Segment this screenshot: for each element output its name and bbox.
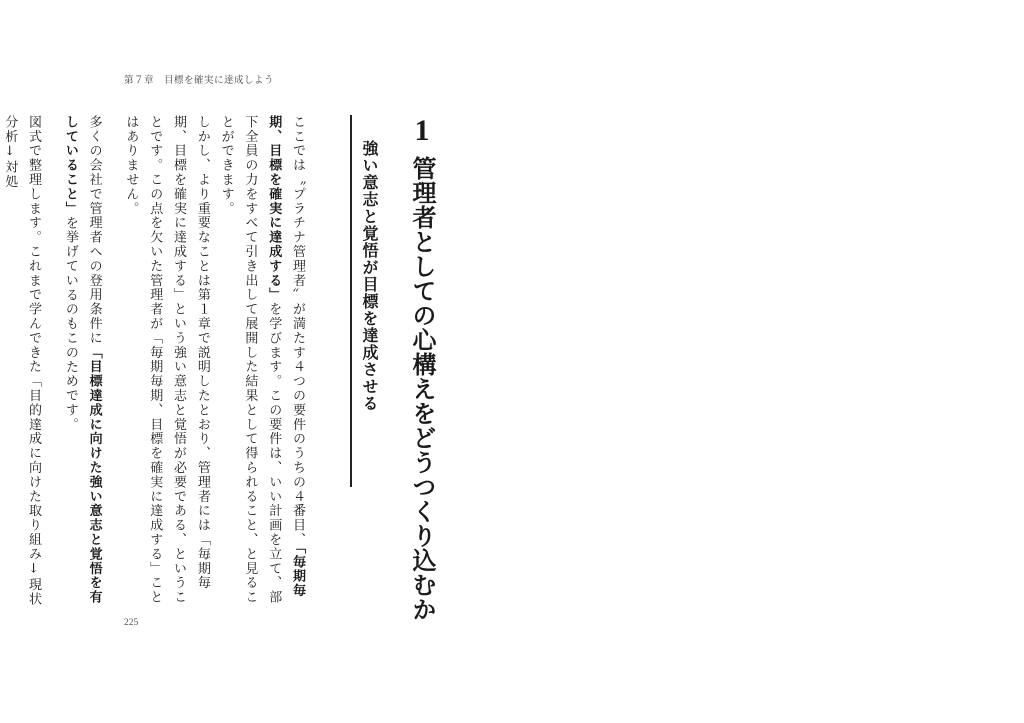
section-title: 管理者としての心構えをどうつくり込むか bbox=[408, 156, 437, 622]
body-text bbox=[2, 115, 322, 610]
paragraph-1-emphasis: 「毎期毎期、目標を確実に達成する」 bbox=[266, 115, 305, 599]
paragraph-2: しかし、より重要なことは第１章で説明したとおり、管理者には「毎期毎期、目標を確実に達成する」という強い意志と覚悟が必要である、ということです。この点を欠いた管理者が「毎期毎期、目標を確実に達成する」ことはありません。 bbox=[123, 115, 210, 605]
paragraph-1 bbox=[214, 115, 309, 610]
section-number: 1 bbox=[414, 114, 430, 147]
paragraph-4: 図式で整理します。これまで学んできた「目的達成に向けた取り組み↓現状分析↓対処 bbox=[2, 115, 42, 607]
paragraph-3-emphasis: 「目標達成に向けた強い意志と覚悟を有していること」 bbox=[62, 115, 102, 605]
paragraph-1-text-a: ここでは〝プラチナ管理者〟が満たす４つの要件のうちの４番目、 bbox=[290, 115, 305, 547]
paragraph-3 bbox=[58, 115, 106, 610]
title-divider bbox=[350, 115, 352, 487]
paragraph-3-text-b: を挙げているのもこのためです。 bbox=[62, 215, 78, 432]
page-number: 225 bbox=[124, 618, 139, 628]
paragraph-3-text-a: 多くの会社で管理者への登用条件に bbox=[86, 115, 102, 346]
paragraph-1-text-b: を学びます。この要件は、いい計画を立て、部下全員の力をすべて引き出して展開した結果として得られること、と見ることができます。 bbox=[218, 115, 282, 605]
section-subtitle: 強い意志と覚悟が目標を達成させる bbox=[360, 140, 379, 412]
running-head: 第７章 目標を確実に達成しよう bbox=[124, 75, 275, 86]
